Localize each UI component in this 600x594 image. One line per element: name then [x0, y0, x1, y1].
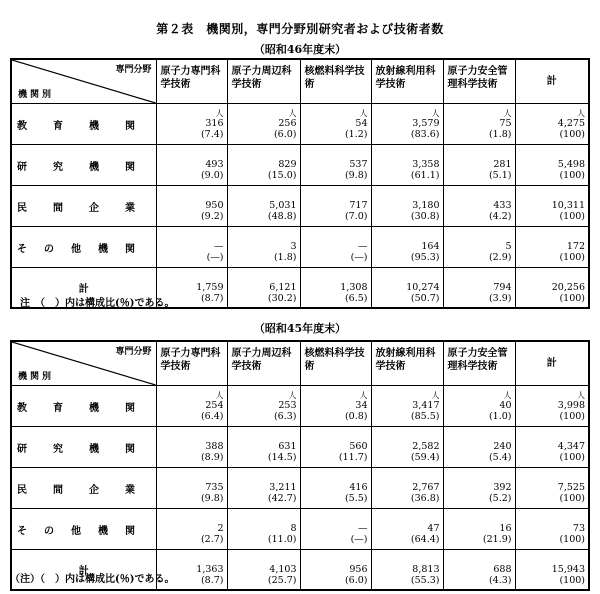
data-cell: [300, 550, 371, 591]
ratio-value: (100): [559, 170, 585, 181]
count-value: 560: [349, 441, 368, 452]
count-value: 4,347: [557, 441, 585, 452]
ratio-value: (5.5): [344, 493, 368, 504]
data-cell: [300, 427, 371, 468]
unit-label: [444, 273, 512, 282]
ratio-value: (4.3): [488, 575, 512, 586]
column-header: 原子力周辺科学技術: [227, 341, 300, 386]
unit-label: [516, 273, 586, 282]
unit-label: [516, 514, 586, 523]
count-value: 6,121: [269, 282, 297, 293]
unit-label: 人: [577, 109, 585, 118]
column-header: 原子力専門科学技術: [156, 59, 227, 104]
unit-label: [444, 432, 512, 441]
row-label: [11, 186, 156, 227]
ratio-value: (100): [559, 452, 585, 463]
data-cell: [300, 227, 371, 268]
table-row: [11, 509, 589, 550]
unit-label: [157, 191, 224, 200]
table-fy45: [10, 340, 590, 591]
data-cell: [227, 268, 300, 309]
ratio-value: (6.3): [273, 411, 297, 422]
table2-note: （注）（ ）内は構成比(％)である。: [10, 574, 175, 585]
ratio-value: (—): [350, 252, 368, 263]
unit-label: [157, 514, 224, 523]
data-cell: [443, 186, 515, 227]
unit-label: [372, 191, 440, 200]
unit-label: [516, 432, 586, 441]
ratio-value: (100): [559, 252, 585, 263]
count-value: 950: [205, 200, 224, 211]
table-row: [11, 186, 589, 227]
count-value: 3,998: [557, 400, 585, 411]
count-value: 717: [349, 200, 368, 211]
ratio-value: (9.0): [200, 170, 224, 181]
data-cell: [443, 550, 515, 591]
count-value: —: [214, 241, 224, 252]
data-cell: [227, 104, 300, 145]
ratio-value: (25.7): [267, 575, 297, 586]
column-header: 原子力周辺科学技術: [227, 59, 300, 104]
count-value: 253: [278, 400, 297, 411]
unit-label: [444, 555, 512, 564]
unit-label: [228, 232, 297, 241]
ratio-value: (21.9): [482, 534, 512, 545]
unit-label: [444, 473, 512, 482]
ratio-value: (0.8): [344, 411, 368, 422]
table-row: [11, 145, 589, 186]
row-label-text: そ の 他 機 関: [17, 525, 135, 537]
unit-label: 人: [431, 109, 440, 118]
count-value: 2,767: [412, 482, 440, 493]
data-cell: [443, 145, 515, 186]
data-cell: [371, 550, 443, 591]
count-value: 735: [205, 482, 224, 493]
data-cell: [156, 427, 227, 468]
data-cell: [156, 509, 227, 550]
unit-label: [228, 150, 297, 159]
unit-label: 人: [288, 109, 297, 118]
data-cell: [156, 145, 227, 186]
unit-label: [372, 514, 440, 523]
unit-label: [301, 191, 368, 200]
unit-label: [228, 473, 297, 482]
count-value: 10,311: [551, 200, 585, 211]
data-cell: [156, 227, 227, 268]
ratio-value: (7.4): [200, 129, 224, 140]
ratio-value: (11.7): [338, 452, 368, 463]
unit-label: [444, 191, 512, 200]
unit-label: [372, 432, 440, 441]
count-value: 3,211: [269, 482, 297, 493]
unit-label: [301, 555, 368, 564]
count-value: 3: [290, 241, 297, 252]
count-value: 8: [290, 523, 297, 534]
ratio-value: (100): [559, 293, 585, 304]
data-cell: [371, 227, 443, 268]
count-value: 794: [493, 282, 512, 293]
row-label-text: 研 究 機 関: [17, 443, 135, 455]
ratio-value: (42.7): [267, 493, 297, 504]
data-cell: [156, 468, 227, 509]
data-cell: [515, 104, 589, 145]
data-cell: [371, 386, 443, 427]
count-value: 537: [349, 159, 368, 170]
ratio-value: (—): [350, 534, 368, 545]
data-cell: [300, 104, 371, 145]
unit-label: [301, 150, 368, 159]
row-label: [11, 509, 156, 550]
ratio-value: (—): [206, 252, 224, 263]
data-cell: [156, 104, 227, 145]
count-value: 256: [278, 118, 297, 129]
data-cell: [227, 427, 300, 468]
table-row: [11, 386, 589, 427]
count-value: 2,582: [412, 441, 440, 452]
column-header: 原子力安全管理科学技術: [443, 59, 515, 104]
data-cell: [371, 186, 443, 227]
ratio-value: (36.8): [410, 493, 440, 504]
count-value: 8,813: [412, 564, 440, 575]
count-value: 829: [278, 159, 297, 170]
ratio-value: (100): [559, 534, 585, 545]
unit-label: [301, 473, 368, 482]
column-header: 放射線利用科学技術: [371, 59, 443, 104]
column-header: 核燃料科学技術: [300, 59, 371, 104]
unit-label: [444, 514, 512, 523]
data-cell: [371, 104, 443, 145]
table-row: [11, 427, 589, 468]
count-value: 416: [349, 482, 368, 493]
count-value: 3,579: [412, 118, 440, 129]
row-label-text: 民 間 企 業: [17, 484, 135, 496]
count-value: 34: [355, 400, 368, 411]
unit-label: [516, 555, 586, 564]
data-cell: [300, 268, 371, 309]
count-value: 3,180: [412, 200, 440, 211]
corner-label-field: 専門分野: [115, 347, 152, 357]
count-value: 16: [499, 523, 512, 534]
row-label: 計: [11, 268, 156, 309]
data-cell: [515, 468, 589, 509]
row-label-text: 研 究 機 関: [17, 161, 135, 173]
ratio-value: (83.6): [410, 129, 440, 140]
unit-label: [228, 191, 297, 200]
count-value: 392: [493, 482, 512, 493]
data-cell: [515, 509, 589, 550]
count-value: 956: [349, 564, 368, 575]
data-cell: [515, 427, 589, 468]
data-cell: [227, 468, 300, 509]
ratio-value: (8.7): [200, 293, 224, 304]
count-value: 388: [205, 441, 224, 452]
ratio-value: (5.4): [488, 452, 512, 463]
count-value: 1,363: [196, 564, 224, 575]
column-header: 計: [515, 59, 589, 104]
count-value: 433: [493, 200, 512, 211]
unit-label: [516, 232, 586, 241]
unit-label: [157, 150, 224, 159]
unit-label: [516, 150, 586, 159]
unit-label: 人: [577, 391, 585, 400]
row-label: [11, 227, 156, 268]
data-cell: [227, 186, 300, 227]
unit-label: [157, 432, 224, 441]
data-cell: [515, 145, 589, 186]
data-cell: [443, 227, 515, 268]
unit-label: [444, 232, 512, 241]
column-header: 原子力専門科学技術: [156, 341, 227, 386]
corner-label-field: 専門分野: [115, 65, 152, 75]
ratio-value: (4.2): [488, 211, 512, 222]
count-value: 7,525: [557, 482, 585, 493]
data-cell: [227, 550, 300, 591]
count-value: 631: [278, 441, 297, 452]
unit-label: [516, 473, 586, 482]
ratio-value: (55.3): [410, 575, 440, 586]
count-value: 1,308: [340, 282, 368, 293]
unit-label: [157, 232, 224, 241]
unit-label: [301, 432, 368, 441]
column-header: 放射線利用科学技術: [371, 341, 443, 386]
table-row: [11, 468, 589, 509]
table-fy46: [10, 58, 590, 309]
unit-label: [301, 232, 368, 241]
unit-label: [228, 273, 297, 282]
row-label-text: 教 育 機 関: [17, 120, 135, 132]
unit-label: [228, 514, 297, 523]
data-cell: [156, 186, 227, 227]
count-value: —: [358, 523, 368, 534]
ratio-value: (48.8): [267, 211, 297, 222]
data-cell: [515, 386, 589, 427]
unit-label: [157, 555, 224, 564]
unit-label: [372, 150, 440, 159]
ratio-value: (11.0): [267, 534, 297, 545]
data-cell: [371, 268, 443, 309]
data-cell: [227, 145, 300, 186]
ratio-value: (9.8): [200, 493, 224, 504]
ratio-value: (100): [559, 211, 585, 222]
unit-label: 人: [503, 391, 512, 400]
ratio-value: (1.0): [488, 411, 512, 422]
row-label: [11, 104, 156, 145]
ratio-value: (59.4): [410, 452, 440, 463]
ratio-value: (1.8): [488, 129, 512, 140]
column-header: 原子力安全管理科学技術: [443, 341, 515, 386]
ratio-value: (100): [559, 411, 585, 422]
data-cell: [443, 468, 515, 509]
unit-label: [228, 555, 297, 564]
row-label-text: 教 育 機 関: [17, 402, 135, 414]
row-label: [11, 386, 156, 427]
unit-label: [516, 191, 586, 200]
ratio-value: (100): [559, 493, 585, 504]
ratio-value: (85.5): [410, 411, 440, 422]
unit-label: 人: [215, 391, 224, 400]
table-row: [11, 104, 589, 145]
unit-label: [372, 273, 440, 282]
data-cell: [443, 268, 515, 309]
count-value: 3,358: [412, 159, 440, 170]
unit-label: [372, 555, 440, 564]
ratio-value: (61.1): [410, 170, 440, 181]
count-value: 40: [499, 400, 512, 411]
ratio-value: (15.0): [267, 170, 297, 181]
data-cell: [515, 268, 589, 309]
column-header: 核燃料科学技術: [300, 341, 371, 386]
data-cell: [515, 227, 589, 268]
count-value: 164: [421, 241, 440, 252]
table1-caption: （昭和46年度末）: [253, 43, 347, 56]
ratio-value: (3.9): [488, 293, 512, 304]
count-value: 5,498: [557, 159, 585, 170]
count-value: 254: [205, 400, 224, 411]
row-label: [11, 468, 156, 509]
unit-label: [372, 232, 440, 241]
header-row: [11, 59, 589, 104]
table1-note: 注 （ ）内は構成比(％)である。: [20, 298, 175, 309]
ratio-value: (2.7): [200, 534, 224, 545]
ratio-value: (2.9): [488, 252, 512, 263]
ratio-value: (8.7): [200, 575, 224, 586]
unit-label: [157, 273, 224, 282]
count-value: 20,256: [551, 282, 585, 293]
count-value: 73: [572, 523, 585, 534]
data-cell: [300, 386, 371, 427]
count-value: 4,103: [269, 564, 297, 575]
corner-label-institution: 機関別: [18, 90, 55, 100]
data-cell: [371, 468, 443, 509]
count-value: 1,759: [196, 282, 224, 293]
ratio-value: (5.1): [488, 170, 512, 181]
count-value: 54: [355, 118, 368, 129]
ratio-value: (30.8): [410, 211, 440, 222]
ratio-value: (30.2): [267, 293, 297, 304]
count-value: 4,275: [557, 118, 585, 129]
data-cell: [156, 386, 227, 427]
count-value: 10,274: [406, 282, 440, 293]
ratio-value: (1.2): [344, 129, 368, 140]
unit-label: [157, 473, 224, 482]
count-value: 493: [205, 159, 224, 170]
row-label: [11, 145, 156, 186]
data-cell: [443, 509, 515, 550]
data-cell: [371, 509, 443, 550]
ratio-value: (8.9): [200, 452, 224, 463]
count-value: 316: [205, 118, 224, 129]
data-cell: [443, 427, 515, 468]
corner-header: [11, 59, 156, 104]
ratio-value: (100): [559, 129, 585, 140]
data-cell: [227, 386, 300, 427]
unit-label: [301, 514, 368, 523]
ratio-value: (6.0): [344, 575, 368, 586]
ratio-value: (95.3): [410, 252, 440, 263]
ratio-value: (7.0): [344, 211, 368, 222]
ratio-value: (6.5): [344, 293, 368, 304]
count-value: 3,417: [412, 400, 440, 411]
unit-label: 人: [359, 391, 368, 400]
unit-label: 人: [215, 109, 224, 118]
ratio-value: (9.2): [200, 211, 224, 222]
ratio-value: (50.7): [410, 293, 440, 304]
ratio-value: (5.2): [488, 493, 512, 504]
corner-label-institution: 機関別: [18, 372, 55, 382]
page-title: 第２表 機関別，専門分野別研究者および技術者数: [156, 22, 444, 36]
count-value: 47: [427, 523, 440, 534]
data-cell: [300, 145, 371, 186]
unit-label: [444, 150, 512, 159]
data-cell: [300, 468, 371, 509]
table2-caption: （昭和45年度末）: [253, 322, 347, 335]
row-label-text: そ の 他 機 関: [17, 243, 135, 255]
count-value: 172: [566, 241, 585, 252]
row-label: 計: [11, 550, 156, 591]
count-value: 5: [505, 241, 512, 252]
ratio-value: (6.4): [200, 411, 224, 422]
count-value: 15,943: [551, 564, 585, 575]
header-row: [11, 341, 589, 386]
row-label-text: 民 間 企 業: [17, 202, 135, 214]
ratio-value: (9.8): [344, 170, 368, 181]
unit-label: [301, 273, 368, 282]
data-cell: [515, 186, 589, 227]
ratio-value: (100): [559, 575, 585, 586]
data-cell: [515, 550, 589, 591]
unit-label: 人: [503, 109, 512, 118]
ratio-value: (6.0): [273, 129, 297, 140]
data-cell: [227, 227, 300, 268]
count-value: 5,031: [269, 200, 297, 211]
count-value: 281: [493, 159, 512, 170]
data-cell: [371, 427, 443, 468]
count-value: —: [358, 241, 368, 252]
table-row: [11, 227, 589, 268]
count-value: 688: [493, 564, 512, 575]
unit-label: 人: [431, 391, 440, 400]
data-cell: [443, 104, 515, 145]
unit-label: [372, 473, 440, 482]
unit-label: 人: [359, 109, 368, 118]
data-cell: [443, 386, 515, 427]
corner-header: [11, 341, 156, 386]
count-value: 75: [499, 118, 512, 129]
data-cell: [371, 145, 443, 186]
unit-label: 人: [288, 391, 297, 400]
count-value: 2: [217, 523, 224, 534]
data-cell: [300, 509, 371, 550]
data-cell: [227, 509, 300, 550]
count-value: 240: [493, 441, 512, 452]
ratio-value: (64.4): [410, 534, 440, 545]
row-label: [11, 427, 156, 468]
ratio-value: (14.5): [267, 452, 297, 463]
ratio-value: (1.8): [273, 252, 297, 263]
data-cell: [300, 186, 371, 227]
column-header: 計: [515, 341, 589, 386]
unit-label: [228, 432, 297, 441]
